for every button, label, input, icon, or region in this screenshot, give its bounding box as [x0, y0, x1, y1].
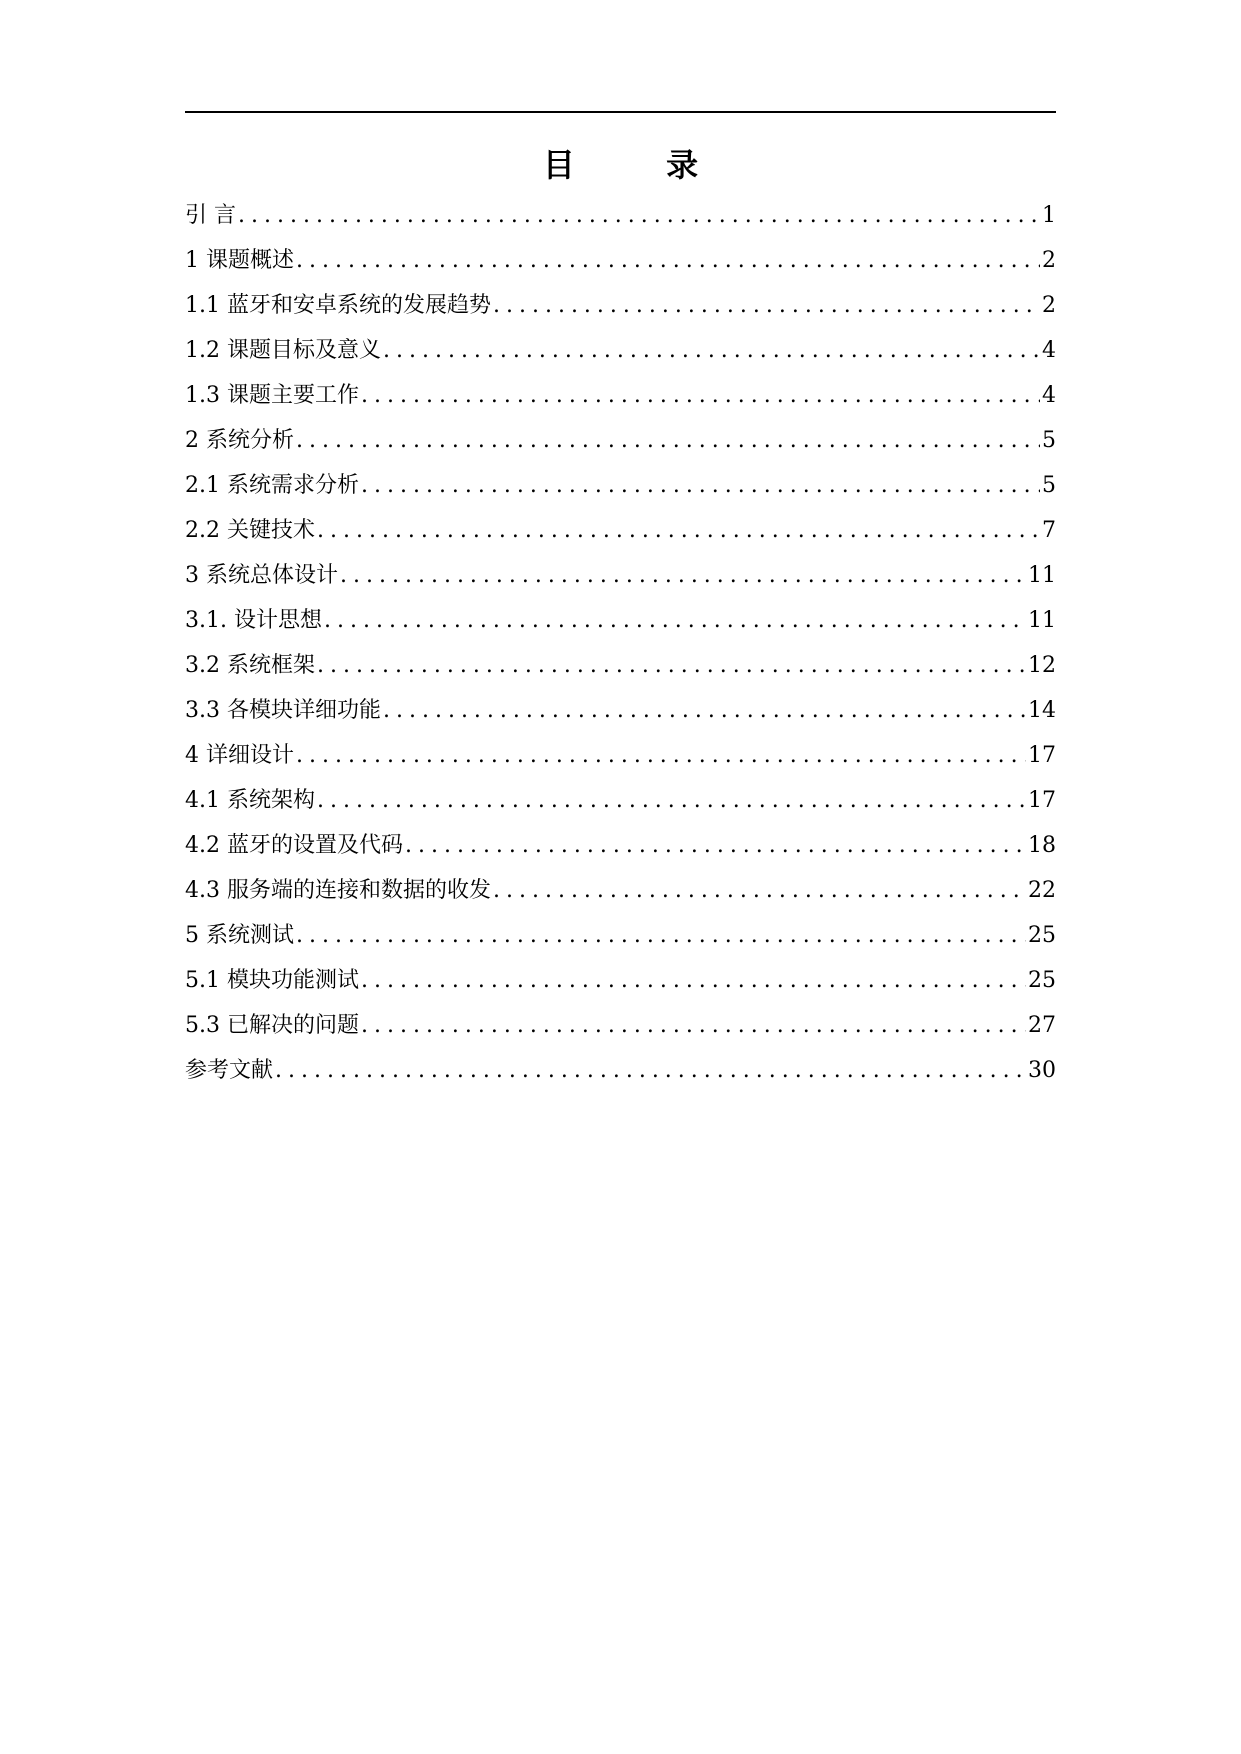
dot-leader — [383, 688, 1026, 733]
toc-entry-page: 17 — [1028, 788, 1056, 813]
toc-entry-label: 4.1 系统架构 — [185, 788, 315, 813]
toc-entry-label: 4 详细设计 — [185, 743, 294, 768]
toc-entry-page: 2 — [1042, 248, 1056, 273]
toc-entry-label: 3.1. 设计思想 — [185, 608, 322, 633]
dot-leader — [383, 328, 1040, 373]
toc-entry-page: 2 — [1042, 293, 1056, 318]
dot-leader — [317, 643, 1026, 688]
toc-entry[interactable] — [185, 733, 1056, 778]
dot-leader — [493, 868, 1026, 913]
toc-entry[interactable] — [185, 418, 1056, 463]
dot-leader — [324, 598, 1026, 643]
toc-entry-page: 17 — [1028, 743, 1056, 768]
dot-leader — [296, 238, 1040, 283]
toc-entry-label: 2.1 系统需求分析 — [185, 473, 359, 498]
dot-leader — [317, 778, 1026, 823]
toc-entry-label: 3.3 各模块详细功能 — [185, 698, 381, 723]
toc-entry-page: 25 — [1028, 968, 1056, 993]
toc-entry[interactable] — [185, 868, 1056, 913]
toc-list — [185, 193, 1056, 1093]
toc-entry-label: 参考文献 — [185, 1058, 274, 1083]
toc-entry[interactable] — [185, 373, 1056, 418]
toc-entry-label: 4.3 服务端的连接和数据的收发 — [185, 878, 491, 903]
toc-entry-label: 2 系统分析 — [185, 428, 294, 453]
toc-entry-label: 3.2 系统框架 — [185, 653, 315, 678]
toc-entry-page: 27 — [1028, 1013, 1056, 1038]
toc-entry-page: 4 — [1042, 338, 1056, 363]
toc-entry-page: 12 — [1028, 653, 1056, 678]
toc-entry-page: 30 — [1028, 1058, 1056, 1083]
toc-entry[interactable] — [185, 598, 1056, 643]
toc-entry[interactable] — [185, 1048, 1056, 1093]
dot-leader — [317, 508, 1040, 553]
header-rule — [185, 111, 1056, 113]
toc-entry-page: 11 — [1028, 608, 1056, 633]
dot-leader — [238, 193, 1040, 238]
toc-entry-page: 5 — [1042, 428, 1056, 453]
dot-leader — [361, 463, 1040, 508]
toc-entry[interactable] — [185, 508, 1056, 553]
toc-entry[interactable] — [185, 913, 1056, 958]
toc-entry[interactable] — [185, 553, 1056, 598]
toc-entry-label: 4.2 蓝牙的设置及代码 — [185, 833, 403, 858]
toc-entry-label: 2.2 关键技术 — [185, 518, 315, 543]
toc-entry-label: 引 言 — [185, 203, 236, 228]
dot-leader — [275, 1048, 1026, 1093]
toc-entry-page: 18 — [1028, 833, 1056, 858]
dot-leader — [296, 733, 1026, 778]
toc-entry[interactable] — [185, 328, 1056, 373]
dot-leader — [361, 958, 1026, 1003]
dot-leader — [361, 373, 1040, 418]
toc-entry-label: 5.3 已解决的问题 — [185, 1013, 359, 1038]
toc-entry[interactable] — [185, 238, 1056, 283]
toc-entry-page: 7 — [1042, 518, 1056, 543]
toc-entry-label: 5.1 模块功能测试 — [185, 968, 359, 993]
toc-title: 目 录 — [542, 146, 739, 184]
toc-entry-label: 3 系统总体设计 — [185, 563, 338, 588]
dot-leader — [361, 1003, 1026, 1048]
dot-leader — [296, 418, 1040, 463]
dot-leader — [296, 913, 1026, 958]
toc-entry[interactable] — [185, 1003, 1056, 1048]
toc-entry-page: 11 — [1028, 563, 1056, 588]
toc-entry-page: 25 — [1028, 923, 1056, 948]
toc-entry[interactable] — [185, 958, 1056, 1003]
toc-entry[interactable] — [185, 463, 1056, 508]
toc-entry[interactable] — [185, 823, 1056, 868]
toc-entry[interactable] — [185, 778, 1056, 823]
dot-leader — [493, 283, 1040, 328]
toc-entry-page: 14 — [1028, 698, 1056, 723]
toc-entry-page: 22 — [1028, 878, 1056, 903]
dot-leader — [340, 553, 1026, 598]
toc-entry[interactable] — [185, 643, 1056, 688]
toc-entry[interactable] — [185, 688, 1056, 733]
toc-entry-label: 1.1 蓝牙和安卓系统的发展趋势 — [185, 293, 491, 318]
toc-entry-label: 5 系统测试 — [185, 923, 294, 948]
toc-entry-label: 1.2 课题目标及意义 — [185, 338, 381, 363]
toc-entry[interactable] — [185, 193, 1056, 238]
toc-entry-label: 1.3 课题主要工作 — [185, 383, 359, 408]
toc-entry-label: 1 课题概述 — [185, 248, 294, 273]
toc-entry-page: 5 — [1042, 473, 1056, 498]
dot-leader — [405, 823, 1026, 868]
toc-entry-page: 4 — [1042, 383, 1056, 408]
toc-entry[interactable] — [185, 283, 1056, 328]
toc-entry-page: 1 — [1042, 203, 1056, 228]
